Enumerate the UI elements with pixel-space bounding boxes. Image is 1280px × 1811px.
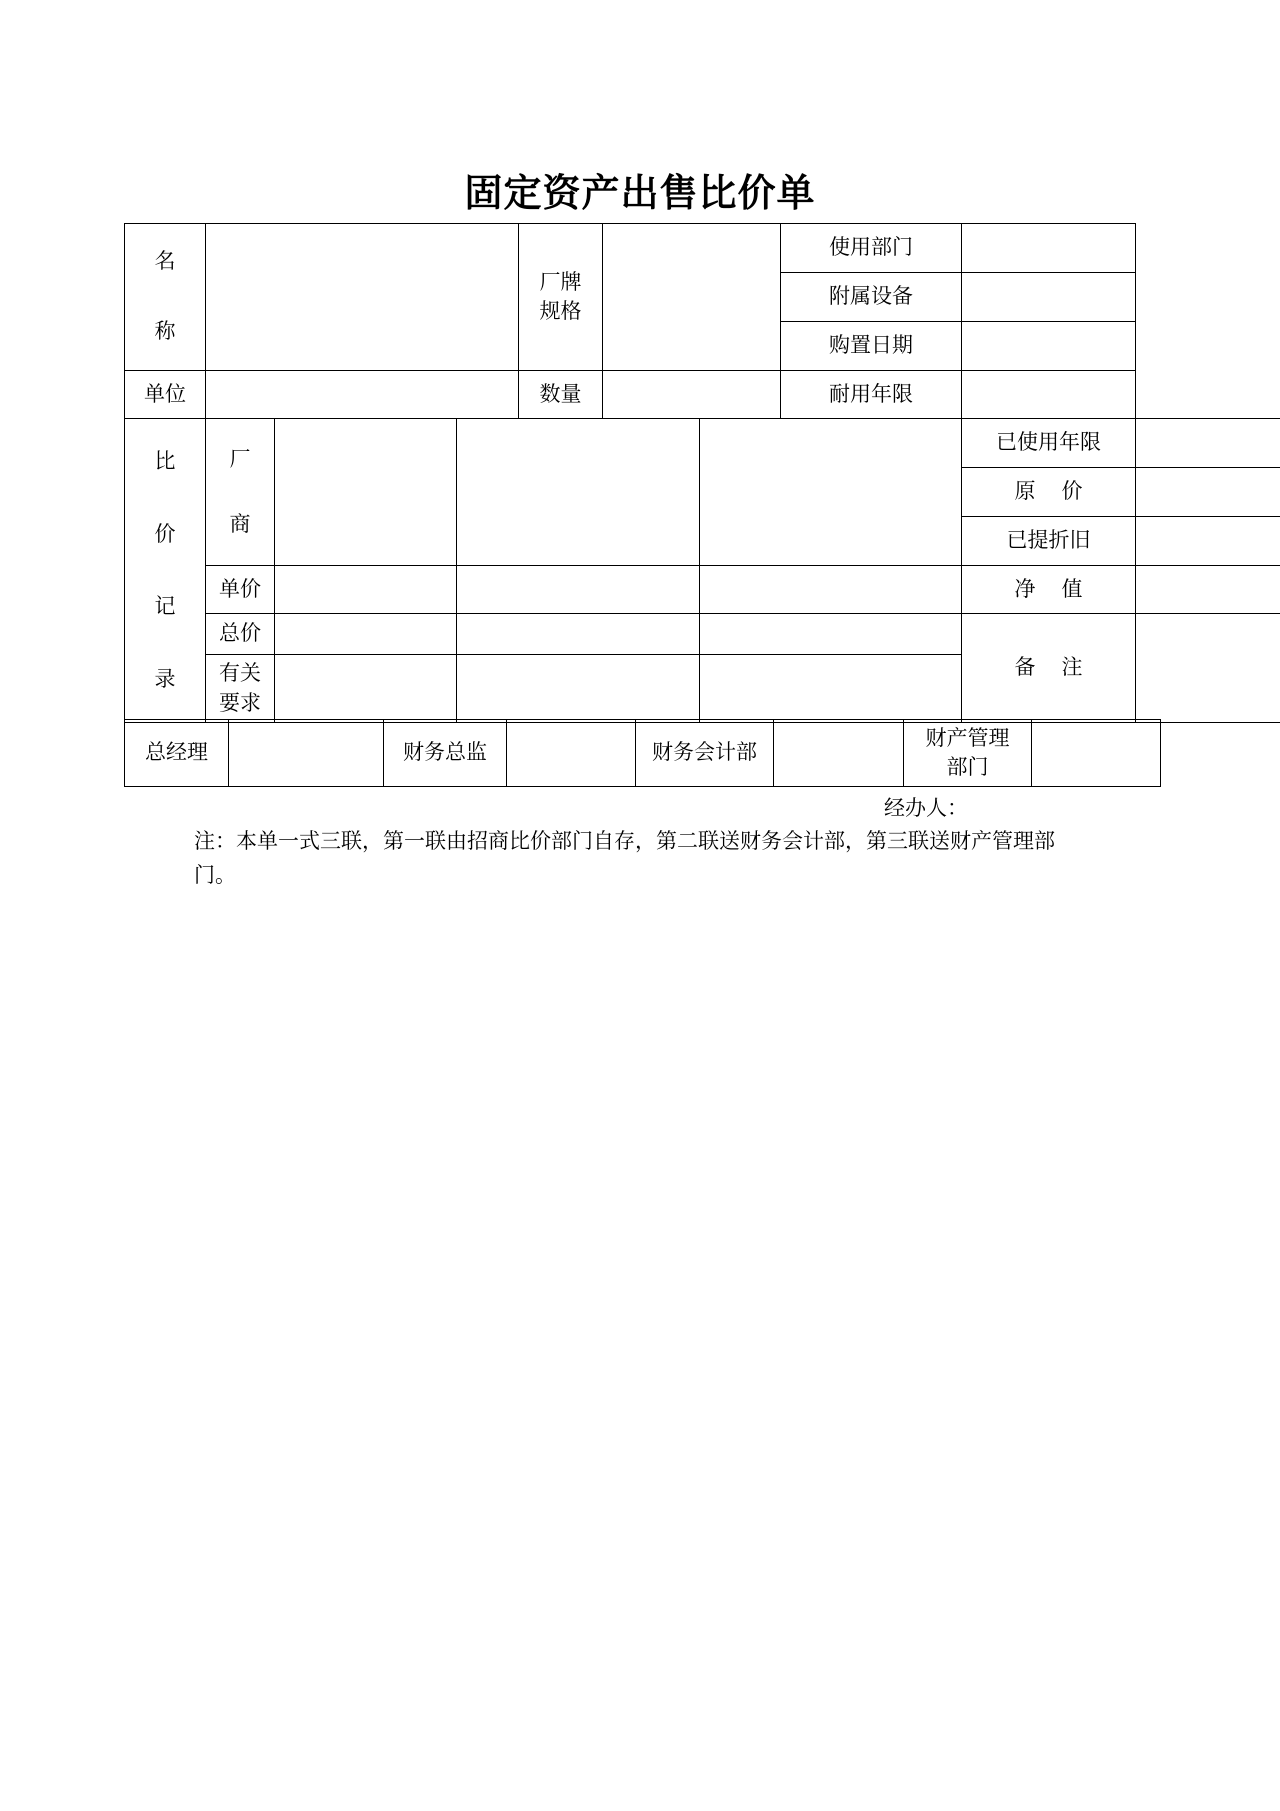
comparison-record-label	[125, 419, 206, 723]
brand-spec-input[interactable]	[603, 224, 781, 371]
vendor-1-input[interactable]	[275, 419, 457, 566]
finance-accounting-label: 财务会计部	[636, 720, 774, 787]
service-life-input[interactable]	[962, 371, 1136, 419]
use-dept-label: 使用部门	[781, 224, 962, 273]
signature-table	[124, 719, 1161, 787]
years-used-input[interactable]	[1136, 419, 1280, 468]
net-value-input[interactable]	[1136, 566, 1280, 614]
asset-management-label	[904, 720, 1032, 787]
unit-price-label: 单价	[206, 566, 275, 614]
name-label-char: 称	[154, 319, 176, 344]
finance-director-label: 财务总监	[384, 720, 507, 787]
unit-price-2-input[interactable]	[457, 566, 700, 614]
vendor-label-char: 商	[229, 511, 251, 536]
vendor-label	[206, 419, 275, 566]
years-used-label: 已使用年限	[962, 419, 1136, 468]
original-price-label: 原价	[962, 468, 1136, 517]
brand-label: 厂牌	[539, 269, 582, 294]
net-value-label: 净值	[962, 566, 1136, 614]
finance-director-signature[interactable]	[507, 720, 636, 787]
spec-label: 规格	[539, 299, 582, 323]
page-title: 固定资产出售比价单	[464, 171, 816, 215]
asset-management-label-line: 财产管理	[925, 725, 1010, 750]
use-dept-input[interactable]	[962, 224, 1136, 273]
requirements-label-line: 有关	[219, 661, 261, 686]
comparison-form-table	[124, 223, 1280, 723]
asset-management-signature[interactable]	[1032, 720, 1161, 787]
finance-accounting-signature[interactable]	[774, 720, 904, 787]
requirements-1-input[interactable]	[275, 655, 457, 723]
unit-price-1-input[interactable]	[275, 566, 457, 614]
total-price-3-input[interactable]	[700, 614, 962, 655]
purchase-date-label: 购置日期	[781, 322, 962, 371]
quantity-input[interactable]	[603, 371, 781, 419]
general-manager-signature[interactable]	[229, 720, 384, 787]
requirements-3-input[interactable]	[700, 655, 962, 723]
unit-input[interactable]	[206, 371, 519, 419]
attached-equipment-label: 附属设备	[781, 273, 962, 322]
unit-label: 单位	[125, 371, 206, 419]
original-price-input[interactable]	[1136, 468, 1280, 517]
vendor-label-char: 厂	[229, 446, 251, 471]
asset-management-label-line: 部门	[946, 755, 989, 779]
comparison-record-char: 比	[154, 449, 176, 474]
general-manager-label: 总经理	[125, 720, 229, 787]
comparison-record-char: 记	[154, 594, 176, 619]
requirements-label-line: 要求	[219, 690, 261, 715]
name-label-cell	[125, 224, 206, 371]
remarks-input[interactable]	[1136, 614, 1280, 723]
requirements-label	[206, 655, 275, 723]
service-life-label: 耐用年限	[781, 371, 962, 419]
requirements-2-input[interactable]	[457, 655, 700, 723]
purchase-date-input[interactable]	[962, 322, 1136, 371]
unit-price-3-input[interactable]	[700, 566, 962, 614]
comparison-record-char: 价	[154, 521, 176, 546]
comparison-record-char: 录	[154, 666, 176, 691]
brand-spec-label	[519, 224, 603, 371]
vendor-2-input[interactable]	[457, 419, 700, 566]
vendor-3-input[interactable]	[700, 419, 962, 566]
footnote: 注：本单一式三联，第一联由招商比价部门自存，第二联送财务会计部，第三联送财产管理部门。	[194, 829, 1055, 887]
name-label-char: 名	[154, 249, 176, 274]
total-price-label: 总价	[206, 614, 275, 655]
depreciation-input[interactable]	[1136, 517, 1280, 566]
name-input[interactable]	[206, 224, 519, 371]
depreciation-label: 已提折旧	[962, 517, 1136, 566]
quantity-label: 数量	[519, 371, 603, 419]
remarks-label: 备注	[962, 614, 1136, 723]
attached-equipment-input[interactable]	[962, 273, 1136, 322]
total-price-1-input[interactable]	[275, 614, 457, 655]
total-price-2-input[interactable]	[457, 614, 700, 655]
handler-label: 经办人：	[884, 796, 968, 820]
